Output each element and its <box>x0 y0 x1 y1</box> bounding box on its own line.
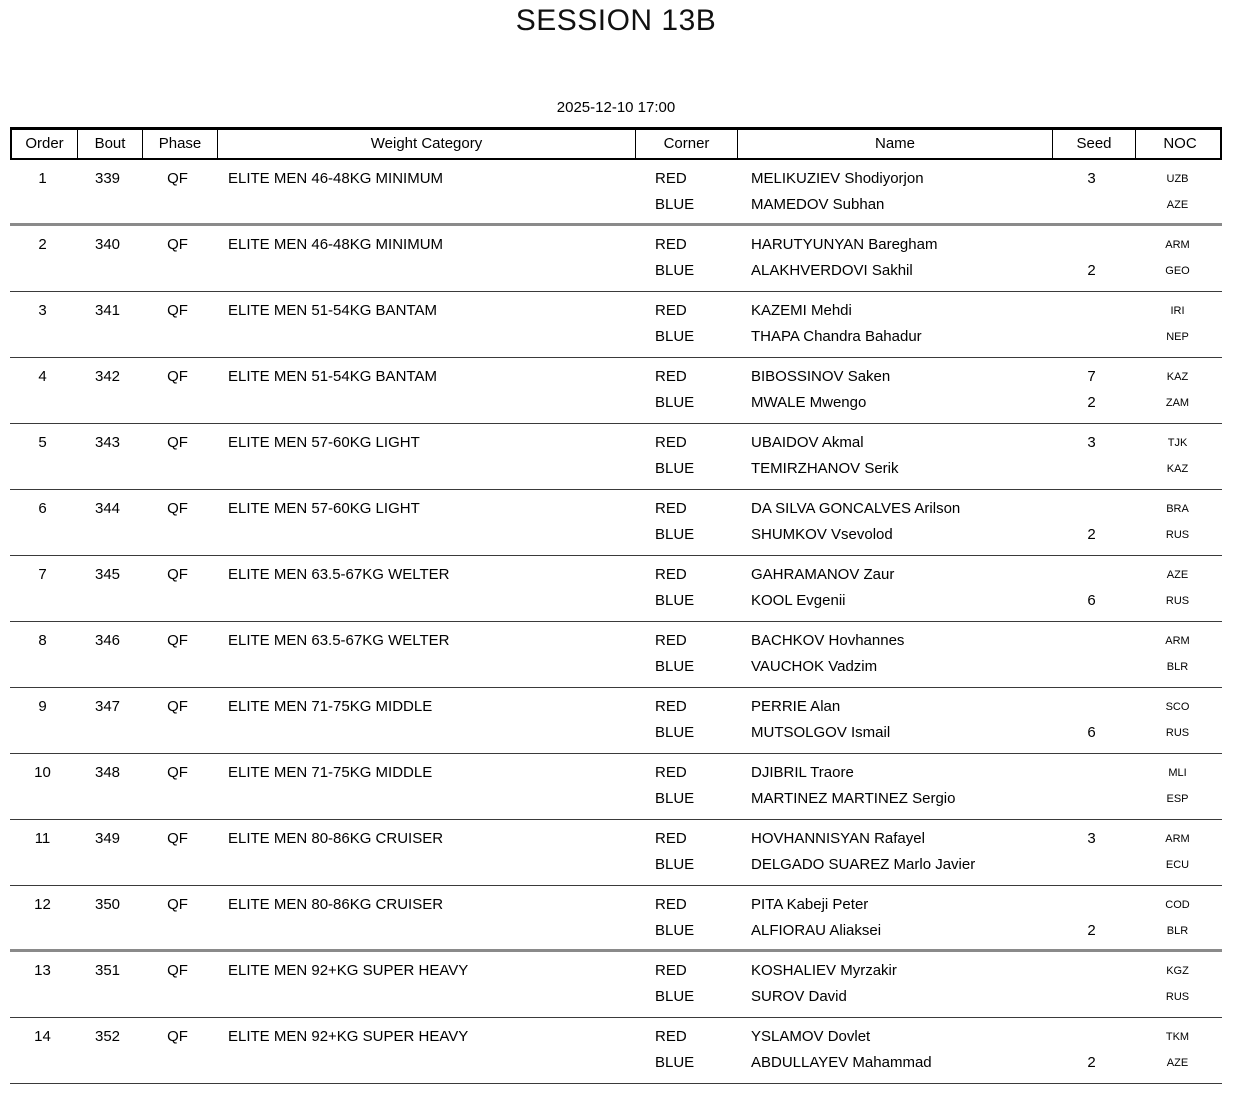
blue-seed-cell: 2 <box>1087 394 1096 411</box>
blue-noc-cell: AZE <box>1166 1057 1189 1069</box>
weight-category-cell: ELITE MEN 80-86KG CRUISER <box>228 896 444 913</box>
blue-corner-label: BLUE <box>655 196 695 213</box>
phase-cell: QF <box>167 962 188 979</box>
bout-number-cell: 345 <box>94 566 121 583</box>
session-datetime: 2025-12-10 17:00 <box>556 99 676 116</box>
bout-number-cell: 341 <box>94 302 121 319</box>
blue-noc-cell: ECU <box>1165 859 1190 871</box>
red-noc-cell: MLI <box>1168 767 1187 779</box>
red-boxer-name: HOVHANNISYAN Rafayel <box>751 830 925 847</box>
red-seed-cell <box>1050 1024 1133 1050</box>
blue-noc-cell: AZE <box>1166 199 1189 211</box>
red-corner-label: RED <box>655 170 687 187</box>
red-noc-cell: COD <box>1165 899 1190 911</box>
red-corner-label: RED <box>655 962 687 979</box>
weight-category-cell: ELITE MEN 51-54KG BANTAM <box>228 368 437 385</box>
order-cell: 9 <box>38 698 47 715</box>
weight-category-cell: ELITE MEN 71-75KG MIDDLE <box>228 698 433 715</box>
order-cell: 3 <box>38 302 47 319</box>
blue-corner-label: BLUE <box>655 658 695 675</box>
blue-corner-label: BLUE <box>655 922 695 939</box>
red-noc-cell: TKM <box>1165 1031 1190 1043</box>
blue-noc-cell: ESP <box>1166 793 1189 805</box>
blue-boxer-name: ALFIORAU Aliaksei <box>751 922 882 939</box>
blue-boxer-name: KOOL Evgenii <box>751 592 846 609</box>
blue-corner-label: BLUE <box>655 856 695 873</box>
red-boxer-name: PITA Kabeji Peter <box>751 896 869 913</box>
red-corner-label: RED <box>655 830 687 847</box>
bout-number-cell: 339 <box>94 170 121 187</box>
table-row <box>10 952 1222 1018</box>
red-boxer-name: KAZEMI Mehdi <box>751 302 852 319</box>
order-cell: 8 <box>38 632 47 649</box>
red-corner-label: RED <box>655 764 687 781</box>
red-boxer-name: BACHKOV Hovhannes <box>751 632 905 649</box>
bout-number-cell: 352 <box>94 1028 121 1045</box>
blue-noc-cell: RUS <box>1165 529 1190 541</box>
order-cell: 1 <box>38 170 47 187</box>
table-row <box>10 490 1222 556</box>
weight-category-cell: ELITE MEN 46-48KG MINIMUM <box>228 170 444 187</box>
order-cell: 6 <box>38 500 47 517</box>
red-noc-cell: ARM <box>1165 833 1190 845</box>
page-title: SESSION 13B <box>515 4 717 37</box>
blue-noc-cell: NEP <box>1166 331 1189 343</box>
phase-cell: QF <box>167 434 188 451</box>
red-noc-cell: BRA <box>1166 503 1189 515</box>
phase-cell: QF <box>167 368 188 385</box>
order-cell: 13 <box>34 962 51 979</box>
blue-corner-label: BLUE <box>655 394 695 411</box>
phase-cell: QF <box>167 170 188 187</box>
bout-number-cell: 349 <box>94 830 121 847</box>
phase-cell: QF <box>167 896 188 913</box>
red-corner-label: RED <box>655 236 687 253</box>
red-corner-label: RED <box>655 302 687 319</box>
table-row <box>10 424 1222 490</box>
table-row <box>10 160 1222 226</box>
red-corner-label: RED <box>655 434 687 451</box>
blue-noc-cell: GEO <box>1165 265 1190 277</box>
table-row <box>10 292 1222 358</box>
table-row <box>10 688 1222 754</box>
red-seed-cell: 7 <box>1087 368 1096 385</box>
blue-seed-cell: 2 <box>1087 262 1096 279</box>
blue-noc-cell: KAZ <box>1166 463 1189 475</box>
red-boxer-name: DA SILVA GONCALVES Arilson <box>751 500 961 517</box>
order-cell: 11 <box>34 830 51 847</box>
blue-boxer-name: MARTINEZ MARTINEZ Sergio <box>751 790 956 807</box>
red-noc-cell: ARM <box>1165 239 1190 251</box>
red-boxer-name: HARUTYUNYAN Baregham <box>751 236 938 253</box>
blue-noc-cell: BLR <box>1166 925 1189 937</box>
blue-seed-cell <box>1050 654 1133 680</box>
bout-number-cell: 344 <box>94 500 121 517</box>
red-corner-label: RED <box>655 566 687 583</box>
red-corner-label: RED <box>655 698 687 715</box>
weight-category-cell: ELITE MEN 57-60KG LIGHT <box>228 500 420 517</box>
table-row <box>10 358 1222 424</box>
column-header-order: Order <box>25 135 64 152</box>
table-row <box>10 820 1222 886</box>
red-seed-cell <box>1050 760 1133 786</box>
red-boxer-name: DJIBRIL Traore <box>751 764 854 781</box>
order-cell: 2 <box>38 236 47 253</box>
red-boxer-name: PERRIE Alan <box>751 698 841 715</box>
table-row <box>10 754 1222 820</box>
weight-category-cell: ELITE MEN 63.5-67KG WELTER <box>228 566 450 583</box>
blue-seed-cell <box>1050 984 1133 1010</box>
blue-corner-label: BLUE <box>655 262 695 279</box>
blue-seed-cell: 2 <box>1087 922 1096 939</box>
blue-corner-label: BLUE <box>655 724 695 741</box>
blue-seed-cell <box>1050 324 1133 350</box>
red-seed-cell <box>1050 496 1133 522</box>
phase-cell: QF <box>167 830 188 847</box>
blue-boxer-name: DELGADO SUAREZ Marlo Javier <box>751 856 976 873</box>
red-corner-label: RED <box>655 632 687 649</box>
bout-number-cell: 348 <box>94 764 121 781</box>
table-row <box>10 622 1222 688</box>
red-noc-cell: KGZ <box>1166 965 1189 977</box>
blue-seed-cell: 2 <box>1087 1054 1096 1071</box>
blue-boxer-name: MUTSOLGOV Ismail <box>751 724 891 741</box>
table-header-row <box>10 127 1222 160</box>
blue-corner-label: BLUE <box>655 592 695 609</box>
order-cell: 10 <box>34 764 51 781</box>
weight-category-cell: ELITE MEN 63.5-67KG WELTER <box>228 632 450 649</box>
phase-cell: QF <box>167 302 188 319</box>
red-seed-cell <box>1050 562 1133 588</box>
red-seed-cell: 3 <box>1087 434 1096 451</box>
blue-noc-cell: BLR <box>1166 661 1189 673</box>
red-noc-cell: ARM <box>1165 635 1190 647</box>
column-header-name: Name <box>737 130 1052 158</box>
blue-seed-cell <box>1050 852 1133 878</box>
blue-corner-label: BLUE <box>655 988 695 1005</box>
red-seed-cell: 3 <box>1087 170 1096 187</box>
blue-boxer-name: VAUCHOK Vadzim <box>751 658 878 675</box>
bout-number-cell: 346 <box>94 632 121 649</box>
blue-noc-cell: RUS <box>1165 727 1190 739</box>
red-boxer-name: YSLAMOV Dovlet <box>751 1028 871 1045</box>
blue-boxer-name: ALAKHVERDOVI Sakhil <box>751 262 913 279</box>
red-noc-cell: SCO <box>1165 701 1190 713</box>
red-noc-cell: KAZ <box>1166 371 1189 383</box>
column-header-phase: Phase <box>142 130 217 158</box>
table-row <box>10 556 1222 622</box>
column-header-seed: Seed <box>1052 130 1135 158</box>
red-seed-cell <box>1050 958 1133 984</box>
red-noc-cell: TJK <box>1167 437 1188 449</box>
red-noc-cell: IRI <box>1170 305 1185 317</box>
order-cell: 4 <box>38 368 47 385</box>
blue-boxer-name: MWALE Mwengo <box>751 394 867 411</box>
red-corner-label: RED <box>655 1028 687 1045</box>
red-seed-cell <box>1050 628 1133 654</box>
bout-number-cell: 343 <box>94 434 121 451</box>
red-boxer-name: KOSHALIEV Myrzakir <box>751 962 897 979</box>
bout-number-cell: 351 <box>94 962 121 979</box>
red-seed-cell <box>1050 232 1133 258</box>
order-cell: 7 <box>38 566 47 583</box>
blue-seed-cell: 6 <box>1087 592 1096 609</box>
bout-number-cell: 340 <box>94 236 121 253</box>
red-seed-cell <box>1050 694 1133 720</box>
blue-corner-label: BLUE <box>655 1054 695 1071</box>
phase-cell: QF <box>167 698 188 715</box>
weight-category-cell: ELITE MEN 80-86KG CRUISER <box>228 830 444 847</box>
red-corner-label: RED <box>655 896 687 913</box>
table-body <box>10 160 1222 1084</box>
blue-noc-cell: RUS <box>1165 991 1190 1003</box>
blue-seed-cell <box>1050 786 1133 812</box>
blue-corner-label: BLUE <box>655 460 695 477</box>
red-boxer-name: UBAIDOV Akmal <box>751 434 864 451</box>
blue-noc-cell: ZAM <box>1165 397 1190 409</box>
bout-number-cell: 350 <box>94 896 121 913</box>
order-cell: 12 <box>34 896 51 913</box>
weight-category-cell: ELITE MEN 71-75KG MIDDLE <box>228 764 433 781</box>
red-seed-cell <box>1050 298 1133 324</box>
table-row <box>10 1018 1222 1084</box>
phase-cell: QF <box>167 1028 188 1045</box>
blue-noc-cell: RUS <box>1165 595 1190 607</box>
table-row <box>10 226 1222 292</box>
column-header-weight-category: Weight Category <box>217 130 635 158</box>
blue-boxer-name: TEMIRZHANOV Serik <box>751 460 899 477</box>
red-noc-cell: AZE <box>1166 569 1189 581</box>
red-noc-cell: UZB <box>1166 173 1189 185</box>
weight-category-cell: ELITE MEN 51-54KG BANTAM <box>228 302 437 319</box>
blue-seed-cell: 6 <box>1087 724 1096 741</box>
weight-category-cell: ELITE MEN 57-60KG LIGHT <box>228 434 420 451</box>
phase-cell: QF <box>167 632 188 649</box>
red-boxer-name: BIBOSSINOV Saken <box>751 368 891 385</box>
phase-cell: QF <box>167 500 188 517</box>
bout-number-cell: 342 <box>94 368 121 385</box>
blue-corner-label: BLUE <box>655 526 695 543</box>
weight-category-cell: ELITE MEN 92+KG SUPER HEAVY <box>228 1028 469 1045</box>
red-corner-label: RED <box>655 368 687 385</box>
order-cell: 5 <box>38 434 47 451</box>
column-header-noc: NOC <box>1135 130 1224 158</box>
blue-seed-cell: 2 <box>1087 526 1096 543</box>
blue-corner-label: BLUE <box>655 790 695 807</box>
table-row <box>10 886 1222 952</box>
red-seed-cell <box>1050 892 1133 918</box>
blue-seed-cell <box>1050 192 1133 218</box>
blue-boxer-name: THAPA Chandra Bahadur <box>751 328 922 345</box>
blue-corner-label: BLUE <box>655 328 695 345</box>
red-corner-label: RED <box>655 500 687 517</box>
blue-boxer-name: SHUMKOV Vsevolod <box>751 526 893 543</box>
phase-cell: QF <box>167 764 188 781</box>
weight-category-cell: ELITE MEN 92+KG SUPER HEAVY <box>228 962 469 979</box>
column-header-bout: Bout <box>77 130 142 158</box>
red-boxer-name: MELIKUZIEV Shodiyorjon <box>751 170 924 187</box>
red-seed-cell: 3 <box>1087 830 1096 847</box>
column-header-corner: Corner <box>635 130 737 158</box>
weight-category-cell: ELITE MEN 46-48KG MINIMUM <box>228 236 444 253</box>
blue-seed-cell <box>1050 456 1133 482</box>
blue-boxer-name: MAMEDOV Subhan <box>751 196 885 213</box>
blue-boxer-name: ABDULLAYEV Mahammad <box>751 1054 932 1071</box>
blue-boxer-name: SUROV David <box>751 988 847 1005</box>
bout-schedule-table <box>10 127 1222 1084</box>
red-boxer-name: GAHRAMANOV Zaur <box>751 566 895 583</box>
bout-number-cell: 347 <box>94 698 121 715</box>
phase-cell: QF <box>167 566 188 583</box>
order-cell: 14 <box>34 1028 51 1045</box>
phase-cell: QF <box>167 236 188 253</box>
